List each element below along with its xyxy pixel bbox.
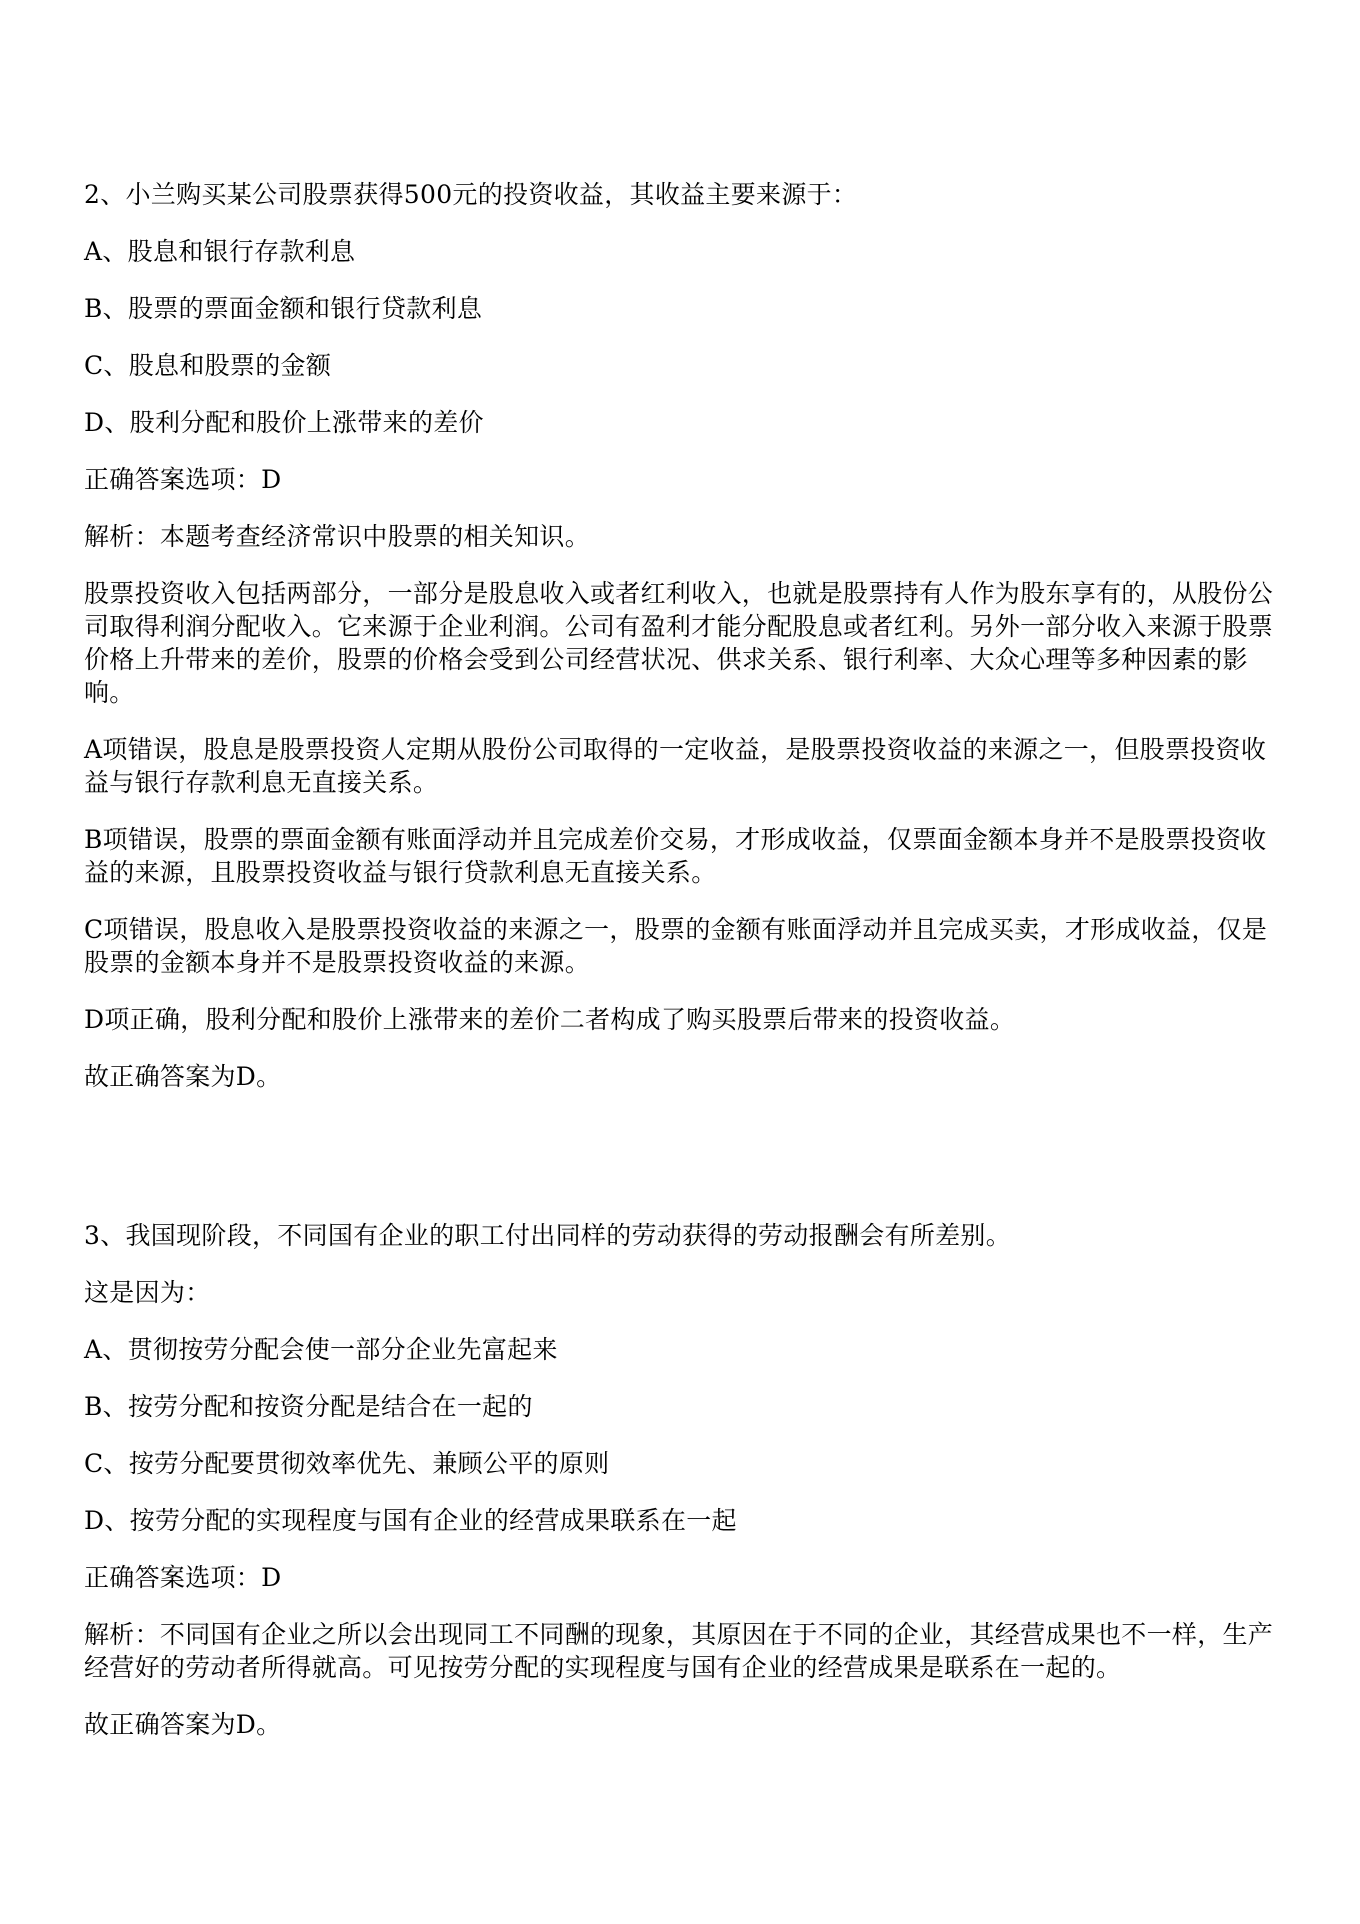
correct-answer: 正确答案选项：D — [84, 1563, 282, 1592]
option-a: A、贯彻按劳分配会使一部分企业先富起来 — [84, 1335, 558, 1364]
question-3 — [84, 1219, 1280, 1741]
question-stem: 2、小兰购买某公司股票获得500元的投资收益，其收益主要来源于： — [84, 180, 858, 209]
option-b: B、按劳分配和按资分配是结合在一起的 — [84, 1392, 533, 1421]
option-a: A、股息和银行存款利息 — [84, 237, 356, 266]
question-2 — [84, 178, 1280, 1093]
analysis-option-b: B项错误，股票的票面金额有账面浮动并且完成差价交易，才形成收益，仅票面金额本身并不是股票投资收益的来源，且股票投资收益与银行贷款利息无直接关系。 — [84, 825, 1267, 887]
analysis-option-c: C项错误，股息收入是股票投资收益的来源之一，股票的金额有账面浮动并且完成买卖，才形成收益，仅是股票的金额本身并不是股票投资收益的来源。 — [84, 915, 1268, 977]
correct-answer: 正确答案选项：D — [84, 465, 282, 494]
analysis-option-d: D项正确，股利分配和股价上涨带来的差价二者构成了购买股票后带来的投资收益。 — [84, 1005, 1016, 1034]
option-c: C、股息和股票的金额 — [84, 351, 332, 380]
analysis-paragraph: 解析：不同国有企业之所以会出现同工不同酬的现象，其原因在于不同的企业，其经营成果也不一样，生产经营好的劳动者所得就高。可见按劳分配的实现程度与国有企业的经营成果是联系在一起的。 — [84, 1620, 1274, 1682]
option-b: B、股票的票面金额和银行贷款利息 — [84, 294, 483, 323]
option-d: D、股利分配和股价上涨带来的差价 — [84, 408, 484, 437]
analysis-option-a: A项错误，股息是股票投资人定期从股份公司取得的一定收益，是股票投资收益的来源之一，但股票投资收益与银行存款利息无直接关系。 — [84, 735, 1267, 797]
analysis-intro: 解析：本题考查经济常识中股票的相关知识。 — [84, 522, 591, 551]
option-c: C、按劳分配要贯彻效率优先、兼顾公平的原则 — [84, 1449, 610, 1478]
question-stem: 3、我国现阶段，不同国有企业的职工付出同样的劳动获得的劳动报酬会有所差别。 — [84, 1221, 1012, 1250]
analysis-paragraph: 股票投资收入包括两部分，一部分是股息收入或者红利收入，也就是股票持有人作为股东享有的，从股份公司取得利润分配收入。它来源于企业利润。公司有盈利才能分配股息或者红利。另外一部分收入来源于股票价格上升带来的差价，股票的价格会受到公司经营状况、供求关系、银行利率、大众心理等多种因素的影响。 — [84, 579, 1274, 707]
question-stem-continued: 这是因为： — [84, 1278, 211, 1307]
analysis-conclusion: 故正确答案为D。 — [84, 1710, 282, 1739]
analysis-conclusion: 故正确答案为D。 — [84, 1062, 282, 1091]
option-d: D、按劳分配的实现程度与国有企业的经营成果联系在一起 — [84, 1506, 737, 1535]
